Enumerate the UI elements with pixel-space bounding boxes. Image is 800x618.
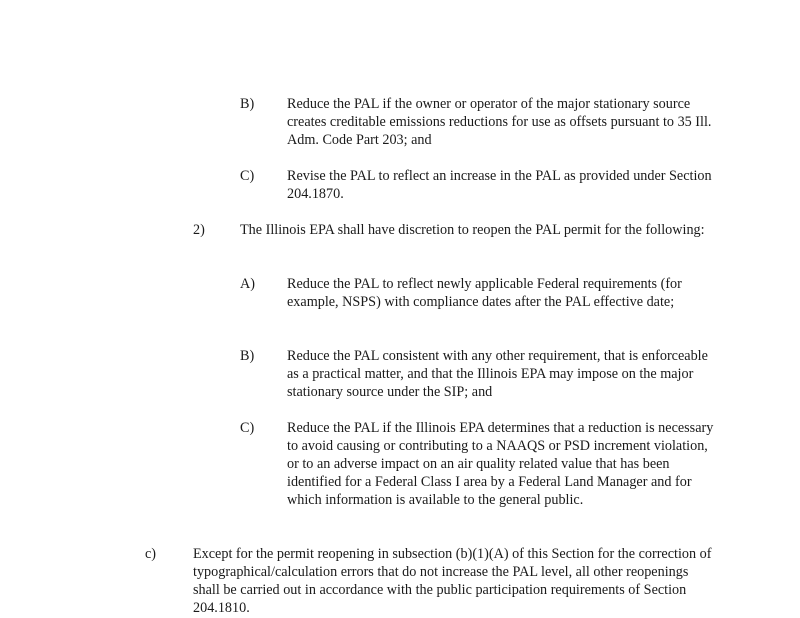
item-marker: C) [240,168,255,184]
item-marker: B) [240,96,255,112]
item-text: Except for the permit reopening in subsection (b)(1)(A) of this Section for the correction of typographical/calculation errors that do not increase the PAL level, all other reopenings shall be carried out in accordance with the public participation requirements of Section 204.1810. [193,546,712,616]
item-marker: c) [145,546,157,562]
item-text: Reduce the PAL if the Illinois EPA determines that a reduction is necessary to avoid causing or contributing to a NAAQS or PSD increment violation, or to an adverse impact on an air quality related value that has been identified for a Federal Class I area by a Federal Land Manager and for which information is available to the general public. [287,420,714,508]
item-text: The Illinois EPA shall have discretion to reopen the PAL permit for the following: [240,222,705,238]
item-marker: B) [240,348,255,364]
item-marker: 2) [193,222,205,238]
item-text: Revise the PAL to reflect an increase in the PAL as provided under Section 204.1870. [287,168,712,202]
item-text: Reduce the PAL to reflect newly applicable Federal requirements (for example, NSPS) with compliance dates after the PAL effective date; [287,276,682,310]
item-marker: C) [240,420,255,436]
item-text: Reduce the PAL if the owner or operator of the major stationary source creates creditable emissions reductions for use as offsets pursuant to 35 Ill. Adm. Code Part 203; and [287,96,712,148]
item-marker: A) [240,276,255,292]
item-text: Reduce the PAL consistent with any other requirement, that is enforceable as a practical matter, and that the Illinois EPA may impose on the major stationary source under the SIP; and [287,348,708,400]
